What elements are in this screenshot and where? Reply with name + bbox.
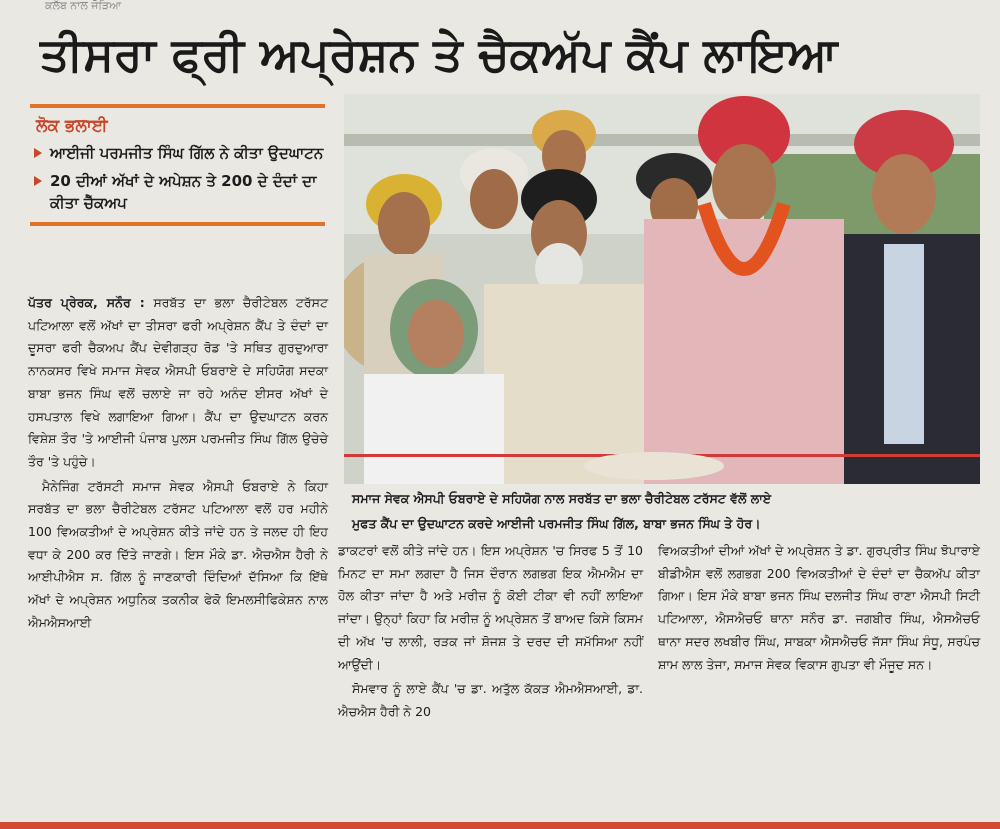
highlight-item: ਆਈਜੀ ਪਰਮਜੀਤ ਸਿੰਘ ਗਿੱਲ ਨੇ ਕੀਤਾ ਉਦਘਾਟਨ	[30, 142, 325, 164]
article-column-1	[28, 292, 328, 812]
paragraph-text: ਸਰਬੱਤ ਦਾ ਭਲਾ ਚੈਰੀਟੇਬਲ ਟਰੱਸਟ ਪਟਿਆਲਾ ਵਲੋਂ ਅੱਖਾਂ ਦਾ ਤੀਸਰਾ ਫਰੀ ਅਪ੍ਰੇਸ਼ਨ ਕੈਂਪ ਤੇ ਦੰਦਾਂ ਦਾ ਦੂਸਰਾ ਫਰੀ ਚੈਕਅਪ ਕੈਂਪ ਦੇਵੀਗੜ੍ਹ ਰੋਡ 'ਤੇ ਸਥਿਤ ਗੁਰਦੁਆਰਾ ਨਾਨਕਸਰ ਵਿਖੇ ਸਮਾਜ ਸੇਵਕ ਐਸਪੀ ਓਬਰਾਏ ਦੇ ਸਹਿਯੋਗ ਸਦਕਾ ਬਾਬਾ ਭਜਨ ਸਿੰਘ ਵਲੋਂ ਚਲਾਏ ਜਾ ਰਹੇ ਅਨੰਦ ਈਸਰ ਅੱਖਾਂ ਦੇ ਹਸਪਤਾਲ ਵਿਖੇ ਲਗਾਇਆ ਗਿਆ। ਕੈਂਪ ਦਾ ਉਦਘਾਟਨ ਕਰਨ ਵਿਸ਼ੇਸ਼ ਤੌਰ 'ਤੇ ਆਈਜੀ ਪੰਜਾਬ ਪੁਲਸ ਪਰਮਜੀਤ ਸਿੰਘ ਗਿੱਲ ਉਚੇਚੇ ਤੌਰ 'ਤੇ ਪਹੁੰਚੇ।	[28, 295, 328, 469]
article-column-3	[658, 540, 980, 816]
highlights-box	[30, 104, 325, 290]
bottom-rule	[30, 222, 325, 226]
article-paragraph	[28, 292, 328, 474]
photo-illustration	[344, 94, 980, 484]
dateline: ਪੱਤਰ ਪ੍ਰੇਰਕ, ਸਨੌਰ :	[28, 295, 145, 310]
category-label: ਲੋਕ ਭਲਾਈ	[36, 116, 108, 136]
caption-line: ਸਮਾਜ ਸੇਵਕ ਐਸਪੀ ਓਬਰਾਏ ਦੇ ਸਹਿਯੋਗ ਨਾਲ ਸਰਬੱਤ ਦਾ ਭਲਾ ਚੈਰੀਟੇਬਲ ਟਰੱਸਟ ਵੱਲੋਂ ਲਾਏ	[352, 491, 772, 506]
article-paragraph: ਸੋਮਵਾਰ ਨੂੰ ਲਾਏ ਕੈਂਪ 'ਚ ਡਾ. ਅਤੁੱਲ ਕੱਕੜ ਐਮਐਸਆਈ, ਡਾ. ਐਚਐਸ ਹੈਰੀ ਨੇ 20	[338, 681, 643, 719]
photo-caption	[344, 486, 980, 538]
bottom-border	[0, 822, 1000, 829]
article-paragraph: ਮੈਨੇਜਿੰਗ ਟਰੱਸਟੀ ਸਮਾਜ ਸੇਵਕ ਐਸਪੀ ਓਬਰਾਏ ਨੇ ਕਿਹਾ ਸਰਬੱਤ ਦਾ ਭਲਾ ਚੈਰੀਟੇਬਲ ਟਰੱਸਟ ਪਟਿਆਲਾ ਵਲੋਂ ਹਰ ਮਹੀਨੇ 100 ਵਿਅਕਤੀਆਂ ਦੇ ਅਪ੍ਰੇਸ਼ਨ ਕੀਤੇ ਜਾਂਦੇ ਹਨ ਤੇ ਜਲਦ ਹੀ ਇਹ ਵਧਾ ਕੇ 200 ਕਰ ਦਿੱਤੇ ਜਾਣਗੇ। ਇਸ ਮੌਕੇ ਡਾ. ਐਚਐਸ ਹੈਰੀ ਨੇ ਆਈਪੀਐਸ ਸ. ਗਿੱਲ ਨੂੰ ਜਾਣਕਾਰੀ ਦਿੰਦਿਆਂ ਦੱਸਿਆ ਕਿ ਇੱਥੇ ਅੱਖਾਂ ਦੇ ਅਪ੍ਰੇਸ਼ਨ ਅਧੁਨਿਕ ਤਕਨੀਕ ਫੇਕੋ ਇਮਲਸੀਫਿਕੇਸ਼ਨ ਨਾਲ ਐਮਐਸਆਈ	[28, 478, 328, 630]
top-rule	[30, 104, 325, 108]
highlight-item: 20 ਦੀਆਂ ਅੱਖਾਂ ਦੇ ਅਪੇਸ਼ਨ ਤੇ 200 ਦੇ ਦੰਦਾਂ ਦਾ ਕੀਤਾ ਚੈੱਕਅਪ	[30, 170, 325, 214]
article-paragraph: ਵਿਅਕਤੀਆਂ ਦੀਆਂ ਅੱਖਾਂ ਦੇ ਅਪ੍ਰੇਸ਼ਨ ਤੇ ਡਾ. ਗੁਰਪ੍ਰੀਤ ਸਿੰਘ ਝੋਪਾਰਾਏ ਬੀਡੀਐਸ ਵਲੋਂ ਲਗਭਗ 200 ਵਿਅਕਤੀਆਂ ਦੇ ਦੰਦਾਂ ਦਾ ਚੈਕਅੱਪ ਕੀਤਾ ਗਿਆ। ਇਸ ਮੌਕੇ ਬਾਬਾ ਭਜਨ ਸਿੰਘ ਦਲਜੀਤ ਸਿੰਘ ਰਾਣਾ ਐਸਪੀ ਸਿਟੀ ਪਟਿਆਲਾ, ਐਸਐਚਓ ਥਾਨਾ ਸਨੌਰ ਡਾ. ਜਗਬੀਰ ਸਿੰਘ, ਐਸਐਚਓ ਥਾਨਾ ਸਦਰ ਲਖਬੀਰ ਸਿੰਘ, ਸਾਬਕਾ ਐਸਐਚਓ ਜੱਸਾ ਸਿੰਘ ਸੰਧੂ, ਸਰਪੰਚ ਸ਼ਾਮ ਲਾਲ ਤੇਜਾ, ਸਮਾਜ ਸੇਵਕ ਵਿਕਾਸ ਗੁਪਤਾ ਵੀ ਮੌਜੂਦ ਸਨ।	[658, 543, 980, 672]
caption-line: ਮੁਫਤ ਕੈਂਪ ਦਾ ਉਦਘਾਟਨ ਕਰਦੇ ਆਈਜੀ ਪਰਮਜੀਤ ਸਿੰਘ ਗਿੱਲ, ਬਾਬਾ ਭਜਨ ਸਿੰਘ ਤੇ ਹੋਰ।	[352, 516, 761, 531]
page-top-strip: ਕਲੱਬ ਨਾਲ ਜੋੜਿਆ	[45, 0, 122, 12]
article-paragraph: ਡਾਕਟਰਾਂ ਵਲੋਂ ਕੀਤੇ ਜਾਂਦੇ ਹਨ। ਇਸ ਅਪ੍ਰੇਸ਼ਨ 'ਚ ਸਿਰਫ 5 ਤੋਂ 10 ਮਿਨਟ ਦਾ ਸਮਾ ਲਗਦਾ ਹੈ ਜਿਸ ਦੌਰਾਨ ਲਗਭਗ ਇਕ ਐਮਐਮ ਦਾ ਹੋਲ ਕੀਤਾ ਜਾਂਦਾ ਹੈ ਅਤੇ ਮਰੀਜ਼ ਨੂੰ ਕੋਈ ਟੀਕਾ ਵੀ ਨਹੀਂ ਲਾਇਆ ਜਾਂਦਾ। ਉਨ੍ਹਾਂ ਕਿਹਾ ਕਿ ਮਰੀਜ਼ ਨੂੰ ਅਪ੍ਰੇਸ਼ਨ ਤੋਂ ਬਾਅਦ ਕਿਸੇ ਕਿਸਮ ਦੀ ਅੱਖ 'ਚ ਲਾਲੀ, ਰੜਕ ਜਾਂ ਸ਼ੋਜਸ਼ ਤੇ ਦਰਦ ਦੀ ਸਮੱਸਿਆ ਨਹੀਂ ਆਉਂਦੀ।	[338, 543, 643, 672]
article-headline: ਤੀਸਰਾ ਫ੍ਰੀ ਅਪ੍ਰੇਸ਼ਨ ਤੇ ਚੈਕਅੱਪ ਕੈਂਪ ਲਾਇਆ	[40, 27, 838, 81]
news-photo	[344, 94, 980, 484]
article-column-2	[338, 540, 643, 816]
